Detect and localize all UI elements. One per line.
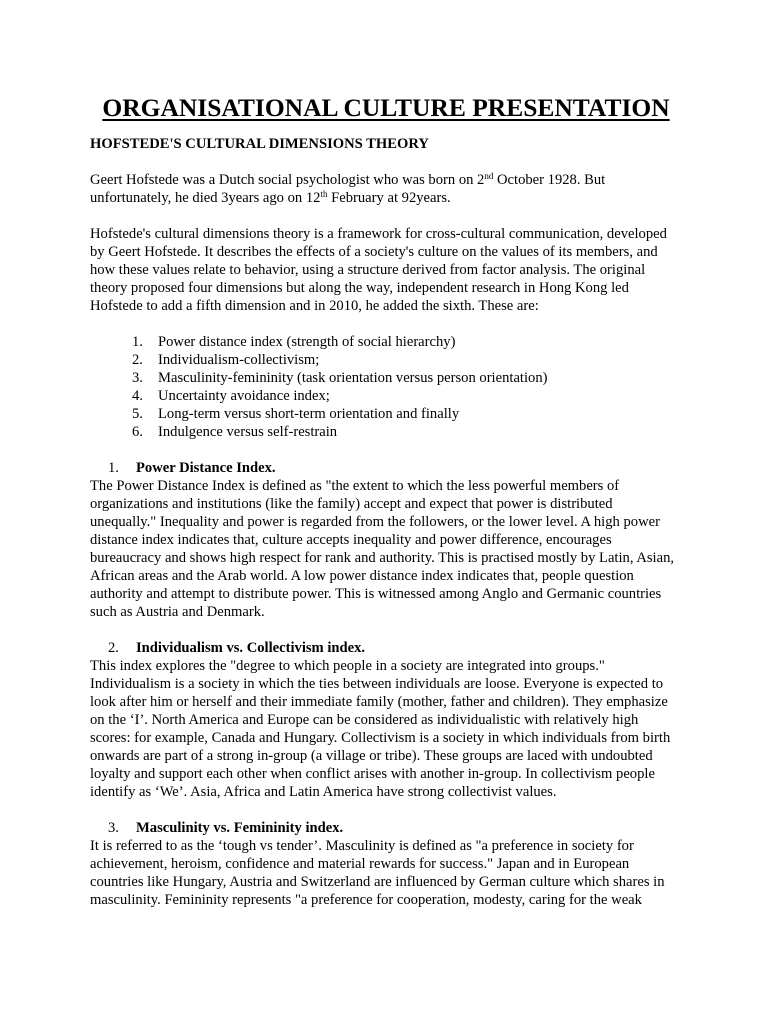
list-item-text: Power distance index (strength of social hierarchy) — [158, 334, 456, 350]
list-item — [132, 387, 682, 405]
list-item-number: 6. — [132, 424, 143, 440]
dimensions-list — [90, 333, 682, 441]
section-number: 2. — [108, 640, 119, 656]
section-body-individualism: This index explores the "degree to which people in a society are integrated into groups." Individualism is a society in which the ties between individuals are loose. Everyone is expected to look after him or herself and their immediate family (mother, father and children). They emphasize on the ‘I’. North America and Europe can be considered as individualistic with relatively high scores: for example, Canada and Hungary. Collectivism is a society in which individuals from birth onwards are part of a strong in-group (a village or tribe). These groups are laced with undoubted loyalty and support each other when conflict arises with another in-group. In collectivism people identify as ‘We’. Asia, Africa and Latin America have strong collectivist values. — [90, 658, 671, 800]
list-item-number: 3. — [132, 370, 143, 386]
document-subtitle: HOFSTEDE'S CULTURAL DIMENSIONS THEORY — [90, 136, 429, 152]
theory-paragraph: Hofstede's cultural dimensions theory is a framework for cross-cultural communication, developed by Geert Hofstede. It describes the effects of a society's culture on the values of its members, and how these values relate to behavior, using a structure derived from factor analysis. The original theory proposed four dimensions but along the way, independent research in Hong Kong led Hofstede to add a fifth dimension and in 2010, he added the sixth. These are: — [90, 226, 667, 314]
intro-paragraph — [90, 171, 682, 207]
section-body-power-distance: The Power Distance Index is defined as "the extent to which the less powerful members of organizations and institutions (like the family) accept and expect that power is distributed unequally." Inequality and power is regarded from the followers, or the lower level. A high power distance index indicates that, culture accepts inequality and power difference, encourages bureaucracy and shows high respect for rank and authority. This is practised mostly by Latin, Asian, African areas and the Arab world. A low power distance index indicates that, people question authority and attempt to distribute power. This is witnessed among Anglo and Germanic countries such as Austria and Denmark. — [90, 478, 675, 620]
list-item-number: 1. — [132, 334, 143, 350]
list-item — [132, 369, 682, 387]
section-number: 1. — [108, 460, 119, 476]
list-item-text: Long-term versus short-term orientation and finally — [158, 406, 460, 422]
intro-text-part2: October 1928. But unfortunately, he died 3years ago on 12 — [90, 172, 606, 206]
list-item-number: 5. — [132, 406, 143, 422]
section-heading-text: Masculinity vs. Femininity index. — [136, 820, 344, 836]
list-item — [132, 351, 682, 369]
section-heading-text: Power Distance Index. — [136, 460, 276, 476]
list-item-number: 2. — [132, 352, 143, 368]
list-item-text: Individualism-collectivism; — [158, 352, 320, 368]
section-number: 3. — [108, 820, 119, 836]
section-heading-power-distance — [90, 459, 682, 477]
intro-superscript-nd: nd — [484, 171, 494, 181]
section-heading-masculinity — [90, 819, 682, 837]
list-item-text: Masculinity-femininity (task orientation versus person orientation) — [158, 370, 548, 386]
section-body-masculinity: It is referred to as the ‘tough vs tender’. Masculinity is defined as "a preference in society for achievement, heroism, confidence and material rewards for success." Japan and in European countries like Hungary, Austria and Switzerland are influenced by German culture which shares in masculinity. Femininity represents "a preference for cooperation, modesty, caring for the weak — [90, 838, 665, 908]
list-item-number: 4. — [132, 388, 143, 404]
document-title: ORGANISATIONAL CULTURE PRESENTATION — [102, 93, 670, 122]
intro-text-part3: February at 92years. — [327, 190, 451, 206]
document-page — [90, 92, 682, 909]
section-heading-individualism — [90, 639, 682, 657]
list-item — [132, 405, 682, 423]
intro-superscript-th: th — [320, 189, 328, 199]
list-item — [132, 333, 682, 351]
list-item-text: Indulgence versus self-restrain — [158, 424, 338, 440]
section-heading-text: Individualism vs. Collectivism index. — [136, 640, 366, 656]
list-item-text: Uncertainty avoidance index; — [158, 388, 330, 404]
intro-text-part1: Geert Hofstede was a Dutch social psychologist who was born on 2 — [90, 172, 485, 188]
list-item — [132, 423, 682, 441]
